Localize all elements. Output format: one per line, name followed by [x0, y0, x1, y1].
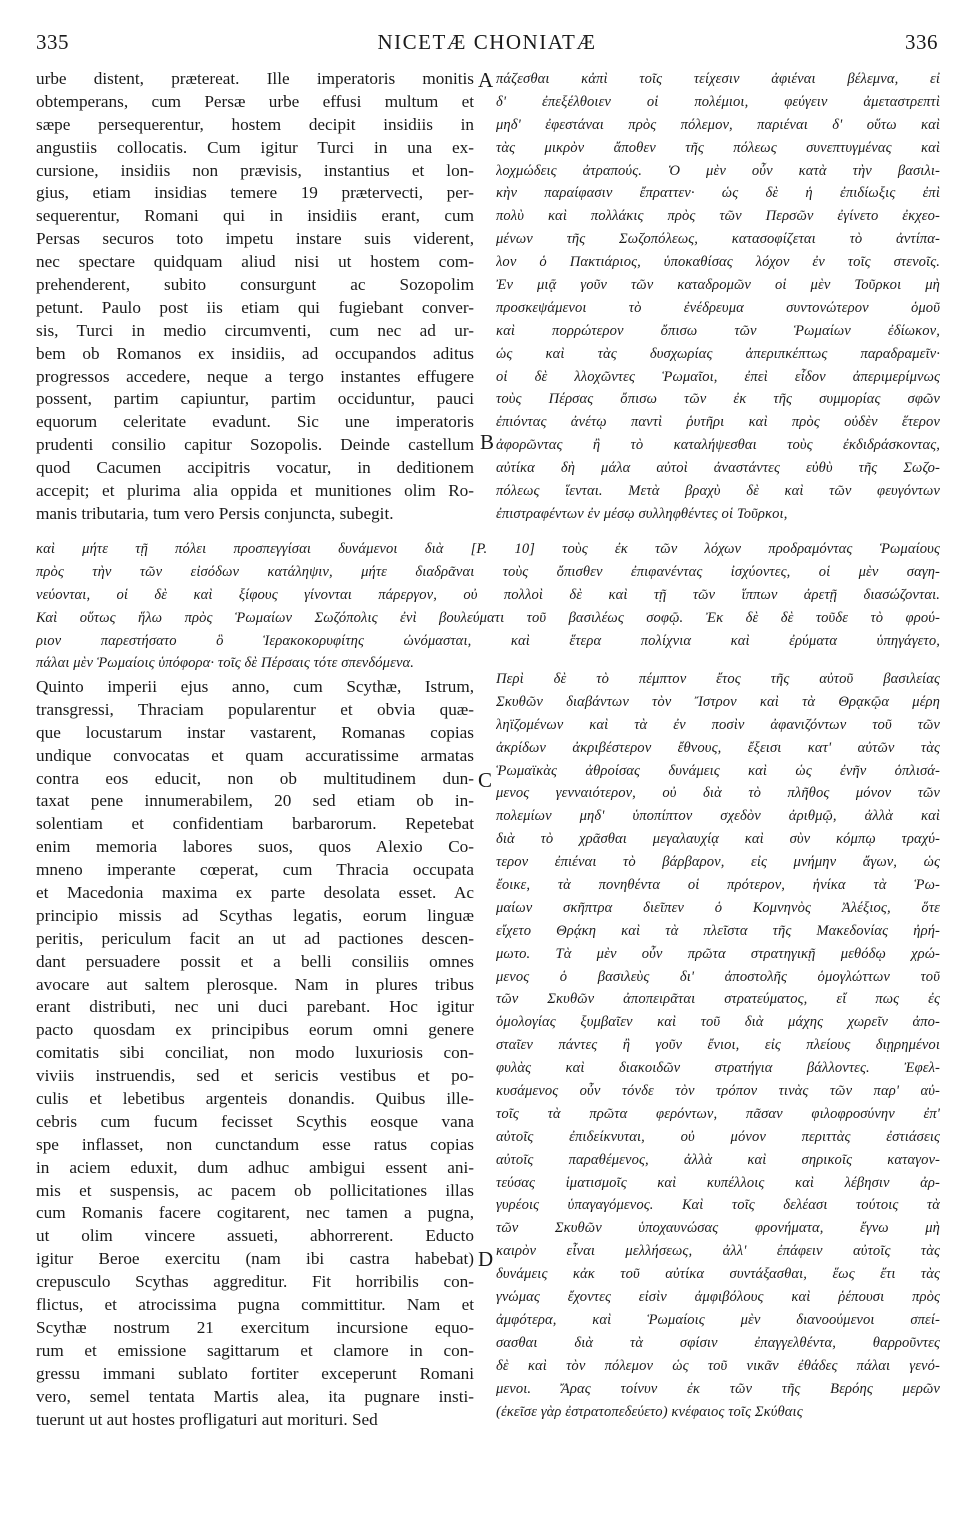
latin-column-top: [36, 68, 474, 526]
greek-full-width-passage: [36, 538, 940, 675]
text-line: μενοι. Ἄρας τοίνυν ἐκ τῶν τῆς Βερόης μερῶν: [496, 1380, 940, 1397]
text-line: ἀμφότερα, καὶ Ῥωμαίοις μὲν διανοούμενοι σπεί-: [496, 1311, 940, 1328]
text-line: τοῖς τὰ πρῶτα φερόντων, πᾶσαν φιλοφροσύνην ἐπ': [496, 1105, 940, 1122]
text-line: nec spectare quidquam aliud nisi ut hostem com-: [36, 252, 474, 272]
text-line: πόλεως ἵενται. Μετὰ βραχὺ δὲ καὶ τῶν φευγόντων: [496, 483, 940, 500]
text-line: in aciem eduxit, dum adhuc ambigui essent ani-: [36, 1157, 474, 1177]
text-line: peritis, periculum facit an ut ad pactiones descen-: [36, 928, 474, 948]
section-marker-b: B: [480, 430, 495, 454]
text-line: mneno imperante cœperat, cum Thracia occupata: [36, 860, 474, 880]
text-line: cursione, insidiis non prævisis, instantius et lon-: [36, 160, 474, 180]
text-line: pacto quosdam ex principibus eorum omni genere: [36, 1020, 474, 1040]
text-line: Σκυθῶν διαβάντων τὸν Ἴστρον καὶ τὰ Θρᾳκῷα μέρη: [496, 693, 940, 710]
text-line: equorum celeritate evadunt. Sic une imperatoris: [36, 412, 474, 432]
text-line: viviis instruendis, sed et sericis vestibus et po-: [36, 1066, 474, 1086]
text-line: προσκεψάμενοι τὸ ἐνέδρευμα συντονώτερον ὁμοῦ: [496, 299, 940, 316]
text-line: prehenderent, subito consurgunt ac Sozopolim: [36, 275, 474, 295]
text-line: accepit; et plurima alia oppida et munitiones olim Ro-: [36, 481, 474, 501]
text-line: possent, partim capiuntur, partim occiduntur, pauci: [36, 389, 474, 409]
text-line: solentiam et confidentiam barbarorum. Repetebat: [36, 814, 474, 834]
section-marker-a: A: [478, 68, 494, 92]
text-line: σασθαι διὰ τὰ σφίσιν ἐπαγγελθέντα, θαρροῦντες: [496, 1334, 940, 1351]
text-line: Persas securos toto impetu instare suis viderent,: [36, 229, 474, 249]
text-line: ἐπιόντας ἀνέτῳ παντὶ ῥυτῆρι καὶ πρὸς οὐδὲν ἕτερον: [496, 414, 940, 431]
text-line: αὐτοῖς παραθέμενος, ἀλλὰ καὶ σηρικοῖς καταγον-: [496, 1151, 940, 1168]
text-line: αὐτοῖς ἐπιδείκνυται, οὐ μόνον περιττὰς ἐστιάσεις: [496, 1128, 940, 1145]
text-line: διὰ τὸ χρᾶσθαι μεγαλαυχίᾳ καὶ σὺν κόμπῳ τραχύ-: [496, 831, 940, 848]
text-line: rum et emissione sagittarum et clamore in con-: [36, 1340, 474, 1360]
text-line: φυλὰς καὶ διακοιδῶν στρατήγια βάλλοντες. Ἐφελ-: [496, 1060, 940, 1077]
text-line: καιρὸν εἶναι μελλήσεως, ἀλλ' ἐπάφειν αὐτοῖς τὰς: [496, 1243, 940, 1260]
page-header: [36, 30, 938, 60]
text-line: que locustarum instar vastarent, Romanas copias: [36, 722, 474, 742]
text-line: ἀφορῶντας ἢ τὸ καταλήψεσθαι τοὺς ἐκδιδράσκοντας,: [496, 437, 940, 454]
text-line: Ῥωμαϊκὰς ἀθροίσας δυνάμεις καὶ ὡς ἐνῆν ὁπλισά-: [496, 762, 940, 779]
text-line: κὴν παραίφασιν ἔπραττεν· ὡς δὲ ἡ ἐπιδίωξις ἐπὶ: [496, 185, 940, 202]
text-line: πολὺ καὶ πολλάκις πρὸς τῶν Περσῶν ἐγίνετο ἐκχεο-: [496, 208, 940, 225]
text-line: bem ob Romanos ex insidiis, ad occupandos aditus: [36, 343, 474, 363]
text-line: ὁμολογίας ξυμβαῖεν καὶ τοῦ διὰ μάχης χωρεῖν ἀπο-: [496, 1014, 940, 1031]
text-line: ἔοικε, τὰ πονηθέντα οἱ πρότερον, ἡνίκα τὰ Ῥω-: [496, 877, 940, 894]
page-number-right: 336: [905, 30, 938, 54]
text-line: obtemperans, cum Persæ urbe effusi multum et: [36, 91, 474, 111]
text-line: gius, etiam insidias temere 19 prætervecti, per-: [36, 183, 474, 203]
text-line: ριον παρεστήσατο ὃ Ἱερακοκορυφίτης ὠνόμασται, καὶ ἕτερα πολίχνια καὶ ἐρύματα ὑπηγάγετο,: [36, 632, 940, 649]
text-line: vero, semel tentata Martis alea, ita pugnare insti-: [36, 1386, 474, 1406]
text-line: Καὶ οὕτως ἥλω πρὸς Ῥωμαίων Σωζόπολις ἐνὶ βουλεύματι τοῦ βασιλέως σοφῷ. Ἐκ δὲ δὲ τοῦδε τὸ φρού-: [36, 609, 940, 626]
text-line: Scythæ nostrum 21 exercitum incursione equo-: [36, 1317, 474, 1337]
text-line: sæpe persequerentur, hostem decipit insidiis in: [36, 114, 474, 134]
text-line: transgressi, Thraciam popularentur et obvia quæ-: [36, 699, 474, 719]
text-line: μωτο. Τὰ μὲν οὖν πρῶτα στρατηγικῇ μεθόδῳ χρώ-: [496, 945, 940, 962]
text-line: tuerunt ut aut hostes profligaturi aut morituri. Sed: [36, 1409, 378, 1429]
text-line: λοχμώδεις ἀτραπούς. Ὁ μὲν οὖν κατὰ τὴν βασιλι-: [496, 162, 940, 179]
text-line: angustiis collocatis. Cum igitur Turci in una ex-: [36, 137, 474, 157]
text-line: cebris cum fucum fecisset Scythis eosque vana: [36, 1111, 474, 1131]
greek-column-bottom: [496, 668, 940, 1423]
text-line: contra eos educit, non ob multitudinem dun-: [36, 768, 474, 788]
text-line: εἴχετο Θρᾴκη καὶ τὰ πλεῖστα τῆς Μακεδονίας ἠρή-: [496, 922, 940, 939]
text-line: τεύσας ἱματισμοῖς καὶ κυπέλλοις καὶ λέβησιν ἀρ-: [496, 1174, 940, 1191]
text-line: undique convocatas et quam accuratissime armatas: [36, 745, 474, 765]
text-line: τὰς μικρὸν ἄποθεν τῆς πόλεως συνεπτυγμένας καὶ: [496, 139, 940, 156]
text-line: καὶ πορρώτερον ὄπισω τῶν Ῥωμαίων ἐδίωκον,: [496, 322, 940, 339]
text-line: αὐτίκα δὴ μάλα αὐτοὶ ἀναστάντες εὐθὺ τῆς Σωζο-: [496, 460, 940, 477]
text-line: πάλαι μὲν Ῥωμαίοις ὑπόφορα· τοῖς δὲ Πέρσαις τότε σπενδόμενα.: [36, 655, 415, 672]
text-line: νεύονται, οἱ δὲ καὶ ξίφους γίνονται πάρεργον, οὐ πολλοὶ δὲ καὶ τῇ τῶν ἵππων ἀρετῇ διασώζονται.: [36, 586, 940, 603]
text-line: progressos accedere, neque a tergo instantes effugere: [36, 366, 474, 386]
text-line: principio missis ad Scythas legatis, eorum linguæ: [36, 905, 474, 925]
text-line: δ' ἐπεξέλθοιεν οἱ πολέμιοι, φεύγειν ἀμεταστρεπτὶ: [496, 93, 940, 110]
text-line: Quinto imperii ejus anno, cum Scythæ, Istrum,: [36, 677, 474, 696]
text-line: taxat pene innumerabilem, 20 sed etiam ob in-: [36, 791, 474, 811]
text-line: gressu immani sublato fortiter exceperunt Romani: [36, 1363, 474, 1383]
text-line: γνώμας ἔχοντες εἰσὶν ἀμφιβόλους καὶ ῥέπουσι πρὸς: [496, 1289, 940, 1306]
text-line: (ἐκεῖσε γὰρ ἐστρατοπεδεύετο) κνέφαιος τοῖς Σκύθαις: [496, 1403, 803, 1420]
text-line: culis et lebetibus argenteis donandis. Quibus ille-: [36, 1089, 474, 1109]
text-line: λον ὁ Πακτιάριος, ὑποκαθίσας λόχον ἐν τοῖς στενοῖς.: [496, 254, 940, 271]
text-line: καὶ μήτε τῇ πόλει προσπεγγίσαι δυνάμενοι διὰ [P. 10] τοὺς ἐκ τῶν λόχων προδραμόντας Ῥωμαίους: [36, 541, 940, 557]
text-line: μενος γενναιότερον, οὐ διὰ τὸ πλῆθος μόνον τῶν: [496, 785, 940, 802]
text-line: comitatis sibi conciliat, non modo luxuriosis con-: [36, 1043, 474, 1063]
text-line: spe inflasset, non cunctandum esse ratus copias: [36, 1134, 474, 1154]
text-line: erant distributi, nec uni duci parebant. Hoc igitur: [36, 997, 474, 1017]
text-line: μαίων σκῆπτρα διεῖπεν ὁ Κομνηνὸς Ἀλέξιος, ὅτε: [496, 899, 940, 916]
text-line: petunt. Paulo post iis etiam qui fugiebant conver-: [36, 297, 474, 317]
text-line: igitur Beroe exercitu (nam ibi castra habebat): [36, 1249, 474, 1269]
running-title: NICETÆ CHONIATÆ: [377, 30, 597, 54]
text-line: dant persuadere possit et a belli consiliis omnes: [36, 951, 474, 971]
text-line: τοὺς Πέρσας ὄπισω τῶν ἐκ τῆς συμμορίας σφῶν: [496, 391, 940, 408]
text-line: avocare aut saltem plerosque. Nam in plures tribus: [36, 974, 474, 994]
text-line: ὡς καὶ τὰς δυσχωρίας ἀπεριπκέπτως παραδραμεῖν·: [496, 345, 940, 362]
text-line: μενος ὁ βασιλεὺς δι' ἀποστολῆς ὁμογλώττων τοῦ: [496, 968, 940, 985]
text-line: enim memoria labores suos, quos Alexio Co-: [36, 837, 474, 857]
text-line: sequerentur, Romani qui in insidiis erant, cum: [36, 206, 474, 226]
text-line: μένων τῆς Σωζοπόλεως, κατασοφίζεται τὸ ἀντίπα-: [496, 231, 940, 248]
text-line: τερον ἐπιέναι τὸ βάρβαρον, εἰς μνήμην ἄγων, ὡς: [496, 854, 940, 871]
text-line: manis tributaria, tum vero Persis conjuncta, subegit.: [36, 503, 394, 523]
section-marker-c: C: [478, 768, 493, 792]
section-marker-d: D: [478, 1247, 494, 1271]
page-number-left: 335: [36, 30, 69, 54]
text-line: μηδ' ἐφεστάναι πρὸς πόλεμον, παριέναι δ' οὕτω καὶ: [496, 116, 940, 133]
text-line: τῶν Σκυθῶν ἀποπειρᾶται στρατεύματος, εἴ πως ἐς: [496, 991, 940, 1008]
text-line: δὲ καὶ τὸν πόλεμον ὡς τοῦ νικᾶν ἐθάδες πάλαι γενό-: [496, 1357, 940, 1374]
text-line: πρὸς τὴν τῶν εἰσόδων κατάληψιν, μήτε διαδρᾶναι τοὺς ὄπισθεν ἐπιφανέντας ἰσχύοντες, οἱ μὲν σαγη-: [36, 563, 940, 580]
text-line: Περὶ δὲ τὸ πέμπτον ἔτος τῆς αὐτοῦ βασιλείας: [496, 671, 940, 687]
text-line: ληϊζομένων καὶ τὰ ἐν ποσὶν ἀφανιζόντων τοῦ τῶν: [496, 716, 940, 733]
text-line: prudenti consilio capitur Sozopolis. Deinde castellum: [36, 435, 474, 455]
text-line: τῶν Σκυθῶν ὑποχαυνώσας φρονήματα, ἔγνω μὴ: [496, 1220, 940, 1237]
text-line: urbe distent, prætereat. Ille imperatoris monitis: [36, 69, 474, 88]
text-line: πολεμίων μηδ' ὑποπίπτον σχεδὸν ἀριθμῷ, ἀλλὰ καὶ: [496, 808, 940, 825]
text-line: quod Cacumen accipitris vocatur, in deditionem: [36, 458, 474, 478]
text-line: mis et suspensis, ac pacem ob pollicitationes illas: [36, 1180, 474, 1200]
text-line: sis, Turci in medio circumventi, cum nec ad ur-: [36, 320, 474, 340]
text-line: Ἐν μιᾷ γοῦν τῶν καταδρομῶν οἱ μὲν Τοῦρκοι μὴ: [496, 277, 940, 294]
text-line: σταῖεν πάντες ἢ γοῦν ἔνιοι, εἰς πλείους διῃρημένοι: [496, 1037, 940, 1054]
text-line: οἱ δὲ λλοχῶντες Ῥωμαῖοι, ἐπεὶ εἶδον ἀπεριμερίμνως: [496, 368, 940, 385]
greek-column-top: [496, 68, 940, 526]
text-line: cum Romanis facere cogitarent, nec tamen a pugna,: [36, 1203, 474, 1223]
text-line: flictus, et atrocissima pugna committitur. Nam et: [36, 1295, 474, 1315]
text-line: γυρέοις ὑπαγαγόμενος. Καὶ τοῖς δελέασι τούτοις τὰ: [496, 1197, 940, 1214]
text-line: ἐπιστραφέντων ἐν μέσῳ συλληφθέντες οἱ Τοῦρκοι,: [496, 505, 788, 522]
text-line: κυσάμενος οὖν τόνδε τὸν τρόπον τινὰς τῶν παρ' αὐ-: [496, 1083, 940, 1100]
text-line: crepusculo Scythas aggreditur. Fit horribilis con-: [36, 1272, 474, 1292]
text-line: et Macedonia maxima ex parte desolata esset. Ac: [36, 883, 474, 903]
text-line: ἀκρίδων ἀκριβέστερον ἔθνους, ἔξεισι κατ' αὐτῶν τὰς: [496, 739, 940, 756]
text-line: δυνάμεις κἀκ τοῦ αὐτίκα συντάξασθαι, ἕως ἔτι τὰς: [496, 1266, 940, 1283]
latin-column-bottom: [36, 676, 474, 1431]
text-line: ut olim vincere assueti, abhorrerent. Educto: [36, 1226, 474, 1246]
text-line: πάζεσθαι κἀπὶ τοῖς τείχεσιν ἀφιέναι βέλεμνα, εἰ: [496, 71, 940, 87]
